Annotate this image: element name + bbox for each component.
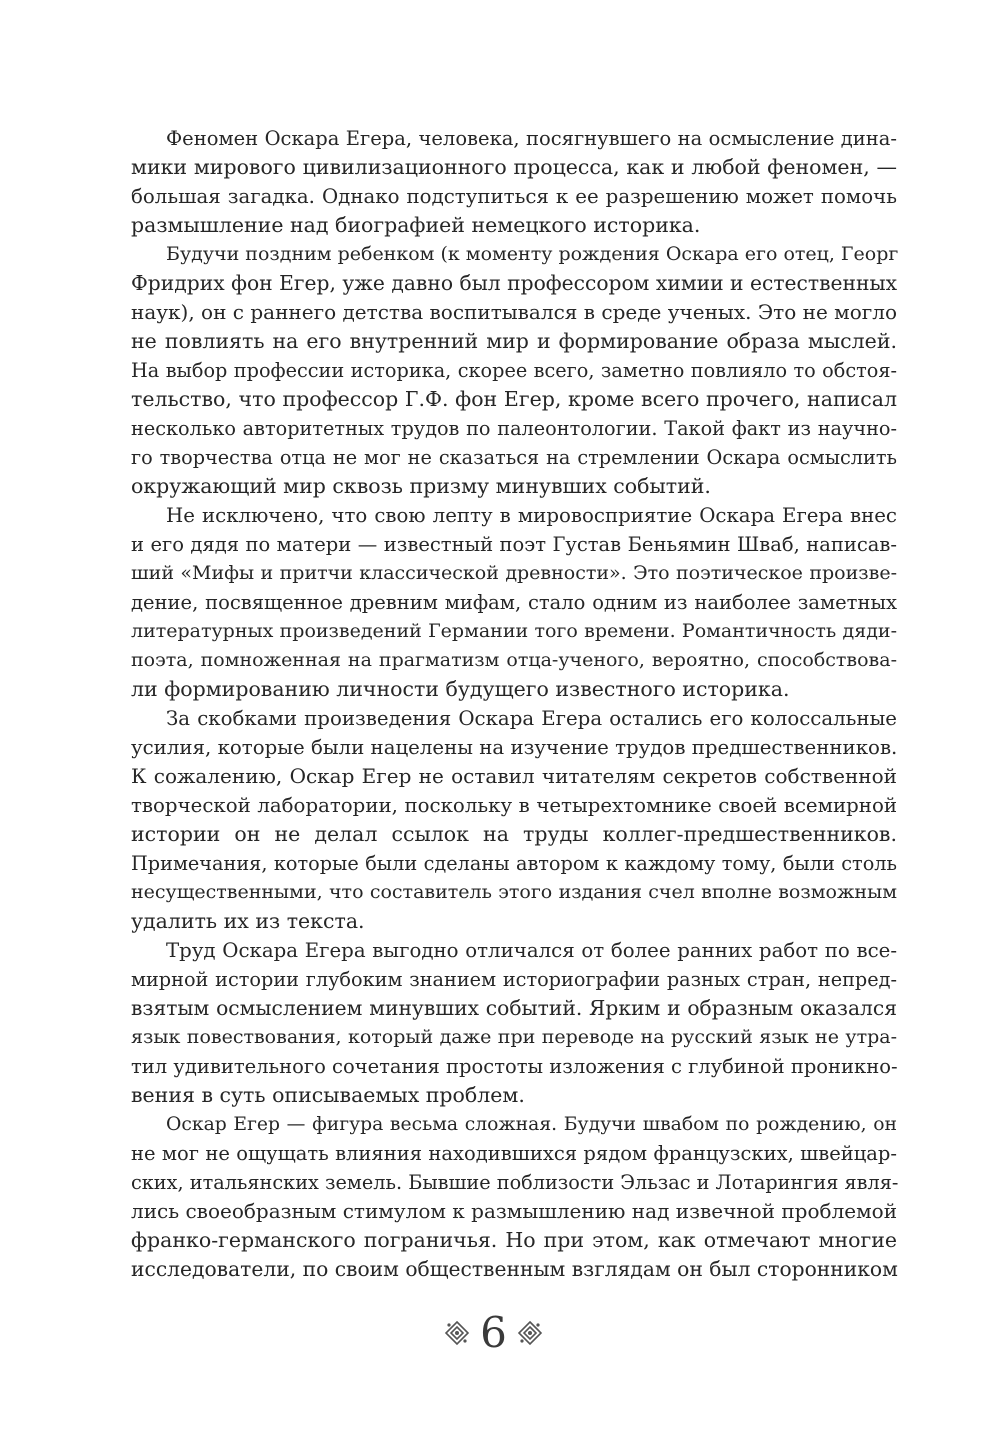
text-line: окружающий мир сквозь призму минувших событий.	[131, 474, 711, 498]
text-line: несколько авторитетных трудов по палеонтологии. Такой факт из научно-	[131, 417, 897, 440]
paragraph-2	[131, 240, 897, 501]
page-footer	[0, 1308, 987, 1358]
text-line: истории он не делал ссылок на труды коллег-предшественников.	[131, 822, 897, 846]
text-line: не мог не ощущать влияния находившихся рядом французских, швейцар-	[131, 1142, 897, 1165]
text-line: язык повествования, который даже при переводе на русский язык не утра-	[131, 1026, 897, 1048]
text-line: К сожалению, Оскар Егер не оставил читателям секретов собственной	[131, 764, 897, 788]
text-line: поэта, помноженная на прагматизм отца-ученого, вероятно, способствова-	[131, 649, 897, 671]
text-line: ских, итальянских земель. Бывшие поблизости Эльзас и Лотарингия явля-	[131, 1171, 899, 1194]
text-line: тельство, что профессор Г.Ф. фон Егер, кроме всего прочего, написал	[131, 387, 897, 411]
text-line: Оскар Егер — фигура весьма сложная. Будучи швабом по рождению, он	[166, 1114, 897, 1135]
text-line: творческой лаборатории, поскольку в четырехтомнике своей всемирной	[131, 794, 897, 817]
paragraph-5	[131, 936, 897, 1110]
text-line: го творчества отца не мог не сказаться на стремлении Оскара осмыслить	[131, 446, 897, 469]
paragraph-6	[131, 1110, 897, 1284]
text-line: большая загадка. Однако подступиться к ее разрешению может помочь	[131, 185, 897, 208]
paragraph-1	[131, 124, 897, 240]
text-line: наук), он с раннего детства воспитывался в среде ученых. Это не могло	[131, 300, 897, 324]
text-line: удалить их из текста.	[131, 909, 365, 933]
paragraph-3	[131, 501, 897, 704]
text-line: усилия, которые были нацелены на изучение трудов предшественников.	[131, 736, 898, 759]
text-line: На выбор профессии историка, скорее всего, заметно повлияло то обстоя-	[131, 359, 897, 382]
text-line: дение, посвященное древним мифам, стало одним из наиболее заметных	[131, 591, 897, 614]
paragraph-4	[131, 704, 897, 936]
text-line: мики мирового цивилизационного процесса, как и любой феномен, —	[131, 155, 897, 179]
text-line: Примечания, которые были сделаны автором к каждому тому, были столь	[131, 852, 897, 875]
text-line: ли формированию личности будущего известного историка.	[131, 677, 790, 701]
text-line: размышление над биографией немецкого историка.	[131, 213, 701, 237]
text-line: вения в суть описываемых проблем.	[131, 1083, 525, 1107]
page-body	[131, 124, 897, 1284]
text-line: взятым осмыслением минувших событий. Ярким и образным оказался	[131, 996, 897, 1020]
text-line: не повлиять на его внутренний мир и формирование образа мыслей.	[131, 329, 897, 353]
text-line: лись своеобразным стимулом к размышлению над извечной проблемой	[131, 1199, 898, 1223]
ornament-icon	[517, 1320, 543, 1346]
text-line: тил удивительного сочетания простоты изложения с глубиной проникно-	[131, 1055, 898, 1078]
page-number: 6	[480, 1308, 507, 1357]
text-line: Будучи поздним ребенком (к моменту рождения Оскара его отец, Георг	[166, 243, 899, 265]
text-line: исследователи, по своим общественным взглядам он был сторонником	[131, 1257, 898, 1281]
text-line: ший «Мифы и притчи классической древности». Это поэтическое произве-	[131, 562, 897, 584]
text-line: литературных произведений Германии того времени. Романтичность дяди-	[131, 620, 897, 642]
text-line: За скобками произведения Оскара Егера остались его колоссальные	[166, 707, 897, 730]
text-line: и его дядя по матери — известный поэт Густав Беньямин Шваб, написав-	[131, 533, 897, 556]
ornament-icon	[444, 1320, 470, 1346]
text-line: Труд Оскара Егера выгодно отличался от более ранних работ по все-	[166, 939, 897, 962]
text-line: Фридрих фон Егер, уже давно был профессором химии и естественных	[131, 271, 897, 295]
text-line: Не исключено, что свою лепту в мировосприятие Оскара Егера внес	[166, 504, 897, 527]
text-line: мирной истории глубоким знанием историографии разных стран, непред-	[131, 968, 897, 991]
text-line: франко-германского пограничья. Но при этом, как отмечают многие	[131, 1228, 897, 1252]
text-line: несущественными, что составитель этого издания счел вполне возможным	[131, 881, 897, 903]
text-line: Феномен Оскара Егера, человека, посягнувшего на осмысление дина-	[166, 127, 897, 150]
